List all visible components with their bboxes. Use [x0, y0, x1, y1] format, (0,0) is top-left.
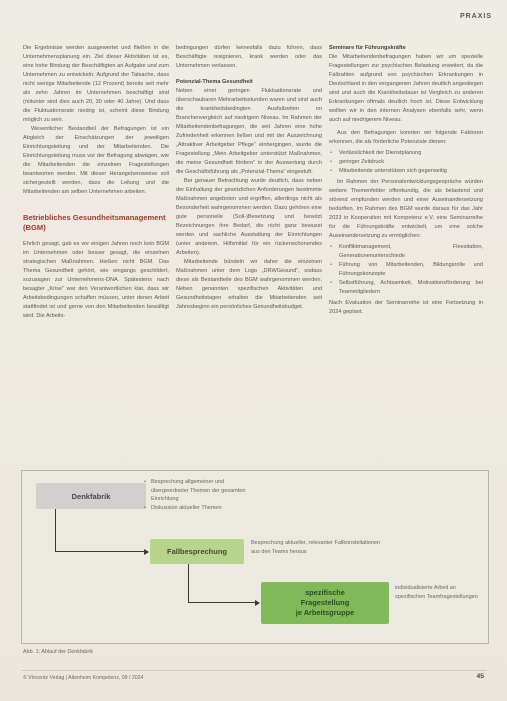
subheading: Seminare für Führungskräfte — [329, 45, 406, 51]
section-heading: Betriebliches Gesundheitsmanagement (BGM) — [23, 213, 166, 232]
column-1 — [23, 44, 169, 321]
paragraph: Neben einer geringen Fluktuationsrate und überschaubaren Mehrarbeitsstunden waren und sind auch die krankheitsbedingten Ausfallzeiten im Branchenvergleich auf niedrigem Niveau. Im Rahmen der Mitarbeitendenbefragungen, die seit Jahren eine hohe Zufriedenheit erkennen ließen und mit der Auszeichnung „Attraktiver Arbeitgeber Pflege“ einhergingen, wurde die Fragestellung „Mein Arbeitgeber unterstützt Maßnahmen, die meine Gesundheit fördern“ in der Auswertung durch die Geschäftsführung als „Potenzial-Thema“ eingestuft. — [176, 88, 322, 175]
figure-caption: Abb. 1: Ablauf der Denkfabrik — [23, 649, 94, 655]
list-item: • Mitarbeitende unterstützen sich gegenseitig — [337, 167, 483, 176]
list-item: • Selbstführung, Achtsamkeit, Motivationsförderung bei Teammitgliedern — [337, 279, 483, 297]
paragraph: Die Ergebnisse werden ausgewertet und fließen in die Unternehmensplanung ein. Ziel dieser Aktivitäten ist es, eine hohe Bindung der Beschäftigten an Aufgabe und zum Unternehmen zu entwickeln. Aufgrund der Tatsache, dass nicht wenige Mitarbeitende (12 Prozent) bereits seit mehr als zehn Jahren im Unternehmen beschäftigt sind (mitunter sind dies auch 20, 30 oder 40 Jahre). Und dass die Fluktuationsrate niedrig ist, scheint diese Bindung möglich zu sein. — [23, 45, 169, 123]
arrow-right-icon — [255, 600, 260, 606]
paragraph: Ehrlich gesagt, gab es vor einigen Jahren noch kein BGM im Unternehmen oder besser gesagt, die einzelnen strategischen Maßnahmen. Hießen nicht BGM. Das Thema Gesundheit gehört, wie eingangs geschildert, sozusagen zur Unternehmens-DNA. Spätestens nach besagter „Krise“ war den Verantwortlichen klar, dass wir Arbeitsbedingungen schaffen müssen, unter denen Arbeit stattfindet ist und gerne von den Mitarbeitenden bewältigt wird. Die Arbeits- — [23, 241, 169, 319]
paragraph: bedingungen dürfen keinesfalls dazu führen, dass Beschäftigte resignieren, krank werden oder das Unternehmen verlassen. — [176, 45, 322, 69]
bullet-list — [329, 149, 483, 176]
node-fallbesprechung: Fallbesprechung — [150, 539, 244, 564]
column-2 — [176, 44, 322, 312]
list-item: • Besprechung allgemeiner und übergeordneter Themen der gesamten Einrichtung — [151, 478, 260, 504]
connector-line — [188, 564, 189, 602]
node-denkfabrik-description — [144, 478, 260, 512]
connector-line — [55, 509, 56, 551]
paragraph: Wesentlicher Bestandteil der Befragungen ist ein Abgleich der Einschätzungen der jeweiligen Einrichtungsleitung und der Mitarbeitenden. Die Einrichtungsleitung muss vor der Befragung abwägen, wie die Mitarbeitenden die einzelnen Fragestellungen beantworten werden. Mit dieser Herangehensweise soll sichergestellt werden, dass die Leitung und die Mitarbeitenden am selben Unternehmen arbeiten. — [23, 126, 169, 195]
paragraph: Im Rahmen der Personalentwicklungsgespräche wurden weitere Themenfelder offenkundig, die als belastend und störend empfunden werden und einer Auseinandersetzung bedürften. Im Rahmen des BGM wurde daraus für das Jahr 2023 in Kooperation mit Kompetenz e.V. eine Seminarreihe für die Führungskräfte entwickelt, um eine solche Auseinandersetzung zu ermöglichen: — [329, 179, 483, 239]
paragraph: Aus den Befragungen konnten wir folgende Faktoren erkennen, die als förderliche Potenziale dienen: — [329, 130, 483, 145]
paragraph: Mitarbeitende bündeln wir daher die einzelnen Maßnahmen unter dem Logo „DRWGesund“, sodass diese als Bestandteile des BGM wahrgenommen werden. Neben genannten spezifischen Aktivitäten und Gesundheitstagen erhalten die Mitarbeitenden seit Jahresbeginn ein persönliches Gesundheitsbudget. — [176, 259, 322, 310]
node-spezifische-fragestellung: spezifische Fragestellung je Arbeitsgruppe — [261, 582, 389, 624]
list-item: • geringer Zeitdruck — [337, 158, 483, 167]
paragraph: Nach Evaluation der Seminarreihe ist eine Fortsetzung in 2024 geplant. — [329, 300, 483, 315]
column-3 — [329, 44, 483, 317]
bullet-list — [329, 243, 483, 297]
node-spezifische-fragestellung-description: individualisierte Arbeit an spezifischen Teamfragestellungen — [395, 585, 478, 600]
connector-line — [55, 551, 145, 552]
subheading: Potenzial-Thema Gesundheit — [176, 79, 253, 85]
list-item: • Führung von Mitarbeitenden, Bildungsrolle und Führungskonzepte — [337, 261, 483, 279]
process-diagram — [21, 470, 489, 644]
arrow-right-icon — [144, 549, 149, 555]
section-label: PRAXIS — [459, 13, 492, 20]
paragraph: Bei genauer Betrachtung wurde deutlich, dass neben der Einhaltung der gesetzlichen Anforderungen bestimmte Maßnahmen angeboten und ergriffen, allerdings nicht als Besonderheit wahrgenommen werden. Dazu gehören eine gute personelle (Soll-)Besetzung und besetzt Bezeichnungen ihre Bedarf, die nicht ganz bewusst werden und sachliche Ausstattung der Einrichtungen (unter anderem, Hilfsmittel für ein rückenschonendes Arbeiten). — [176, 178, 322, 256]
node-fallbesprechung-description: Besprechung aktueller, relevanter Fallkonstellationen aus den Teams heraus — [251, 540, 381, 555]
paragraph: Die Mitarbeitendenbefragungen haben wir um spezielle Fragestellungen zur psychischen Belastung erweitert, da die Fallzahlen aufgrund von psychischen Erkrankungen in Deutschland in den vergangenen Jahren deutlich angestiegen sind und auch die Krankheitsdauer ist Vergleich zu anderen Erkrankungen oftmals deutlich hoch ist. Diese Entwicklung wollten wir in den internen Analysen ebenfalls sehr, wenn auch auf niedrigerem Niveau. — [329, 54, 483, 123]
page-number: 45 — [476, 673, 484, 680]
list-item: • Diskussion aktueller Themen — [151, 504, 260, 513]
list-item: • Verlässlichkeit der Dienstplanung — [337, 149, 483, 158]
node-denkfabrik: Denkfabrik — [36, 483, 146, 509]
footer-publisher: © Vincentz Verlag | Altenheim Kompetenz, 09 / 2024 — [23, 675, 144, 681]
connector-line — [188, 602, 256, 603]
list-item: • Konfliktmanagement, Fleesitation, Generationenunterschiede — [337, 243, 483, 261]
footer-divider — [21, 670, 487, 671]
